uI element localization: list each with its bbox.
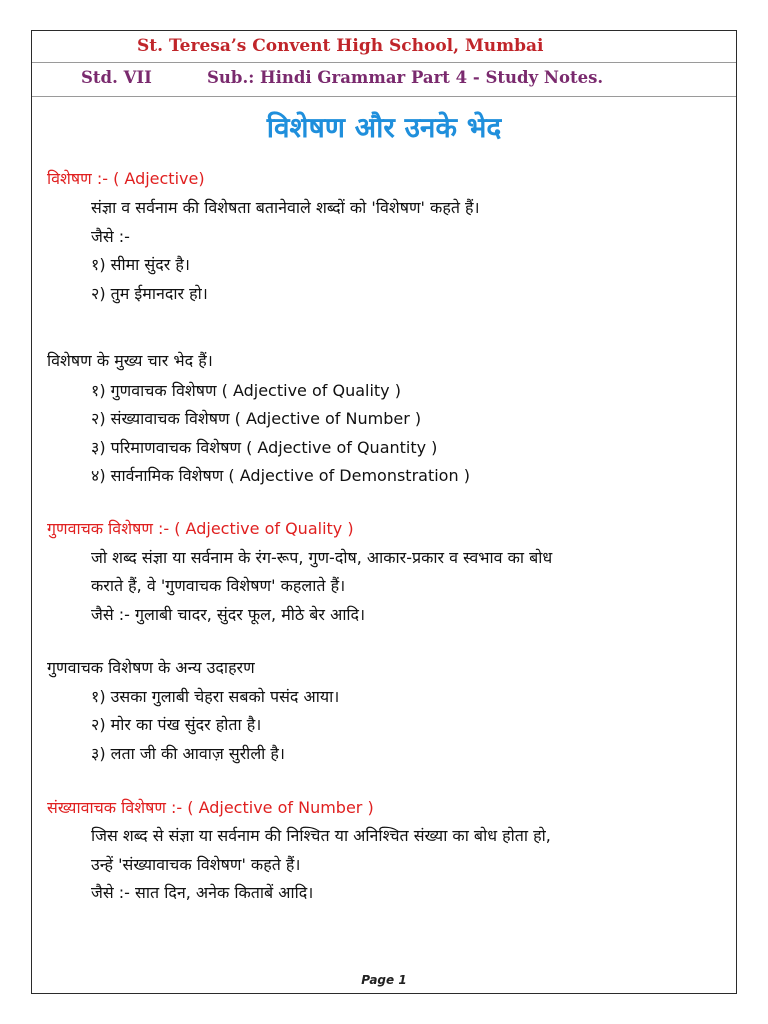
page-title: विशेषण और उनके भेद xyxy=(266,111,502,144)
type-item-3: ३) परिमाणवाचक विशेषण ( Adjective of Quantity ) xyxy=(91,438,438,457)
school-name: St. Teresa’s Convent High School, Mumbai xyxy=(137,36,544,56)
quality-example: जैसे :- गुलाबी चादर, सुंदर फूल, मीठे बेर आदि। xyxy=(91,605,366,624)
quality-heading: गुणवाचक विशेषण :- ( Adjective of Quality ) xyxy=(47,519,354,538)
adjective-definition: संज्ञा व सर्वनाम की विशेषता बतानेवाले शब्दों को 'विशेषण' कहते हैं। xyxy=(91,198,480,217)
intro-example-1: १) सीमा सुंदर है। xyxy=(91,255,190,274)
number-definition-line-2: उन्हें 'संख्यावाचक विशेषण' कहते हैं। xyxy=(91,855,301,874)
type-item-1: १) गुणवाचक विशेषण ( Adjective of Quality ) xyxy=(91,381,401,400)
types-heading: विशेषण के मुख्य चार भेद हैं। xyxy=(47,351,213,370)
example-label: जैसे :- xyxy=(91,227,130,246)
header-divider-bottom xyxy=(32,96,736,97)
intro-example-2: २) तुम ईमानदार हो। xyxy=(91,284,208,303)
quality-other-example-2: २) मोर का पंख सुंदर होता है। xyxy=(91,715,262,734)
subject-label: Sub.: Hindi Grammar Part 4 - Study Notes. xyxy=(207,68,604,87)
adjective-heading: विशेषण :- ( Adjective) xyxy=(47,169,205,188)
quality-other-heading: गुणवाचक विशेषण के अन्य उदाहरण xyxy=(47,658,255,677)
type-item-4: ४) सार्वनामिक विशेषण ( Adjective of Demonstration ) xyxy=(91,466,470,485)
quality-definition-line-1: जो शब्द संज्ञा या सर्वनाम के रंग-रूप, गुण-दोष, आकार-प्रकार व स्वभाव का बोध xyxy=(91,548,553,567)
header-divider-top xyxy=(32,62,736,63)
type-item-2: २) संख्यावाचक विशेषण ( Adjective of Number ) xyxy=(91,409,422,428)
number-definition-line-1: जिस शब्द से संज्ञा या सर्वनाम की निश्चित या अनिश्चित संख्या का बोध होता हो, xyxy=(91,826,551,845)
quality-other-example-3: ३) लता जी की आवाज़ सुरीली है। xyxy=(91,744,285,763)
page-number: Page 1 xyxy=(361,973,407,987)
number-heading: संख्यावाचक विशेषण :- ( Adjective of Number ) xyxy=(47,798,374,817)
number-example: जैसे :- सात दिन, अनेक किताबें आदि। xyxy=(91,883,314,902)
standard-label: Std. VII xyxy=(81,68,152,87)
quality-other-example-1: १) उसका गुलाबी चेहरा सबको पसंद आया। xyxy=(91,687,340,706)
quality-definition-line-2: कराते हैं, वे 'गुणवाचक विशेषण' कहलाते हैं। xyxy=(91,576,346,595)
